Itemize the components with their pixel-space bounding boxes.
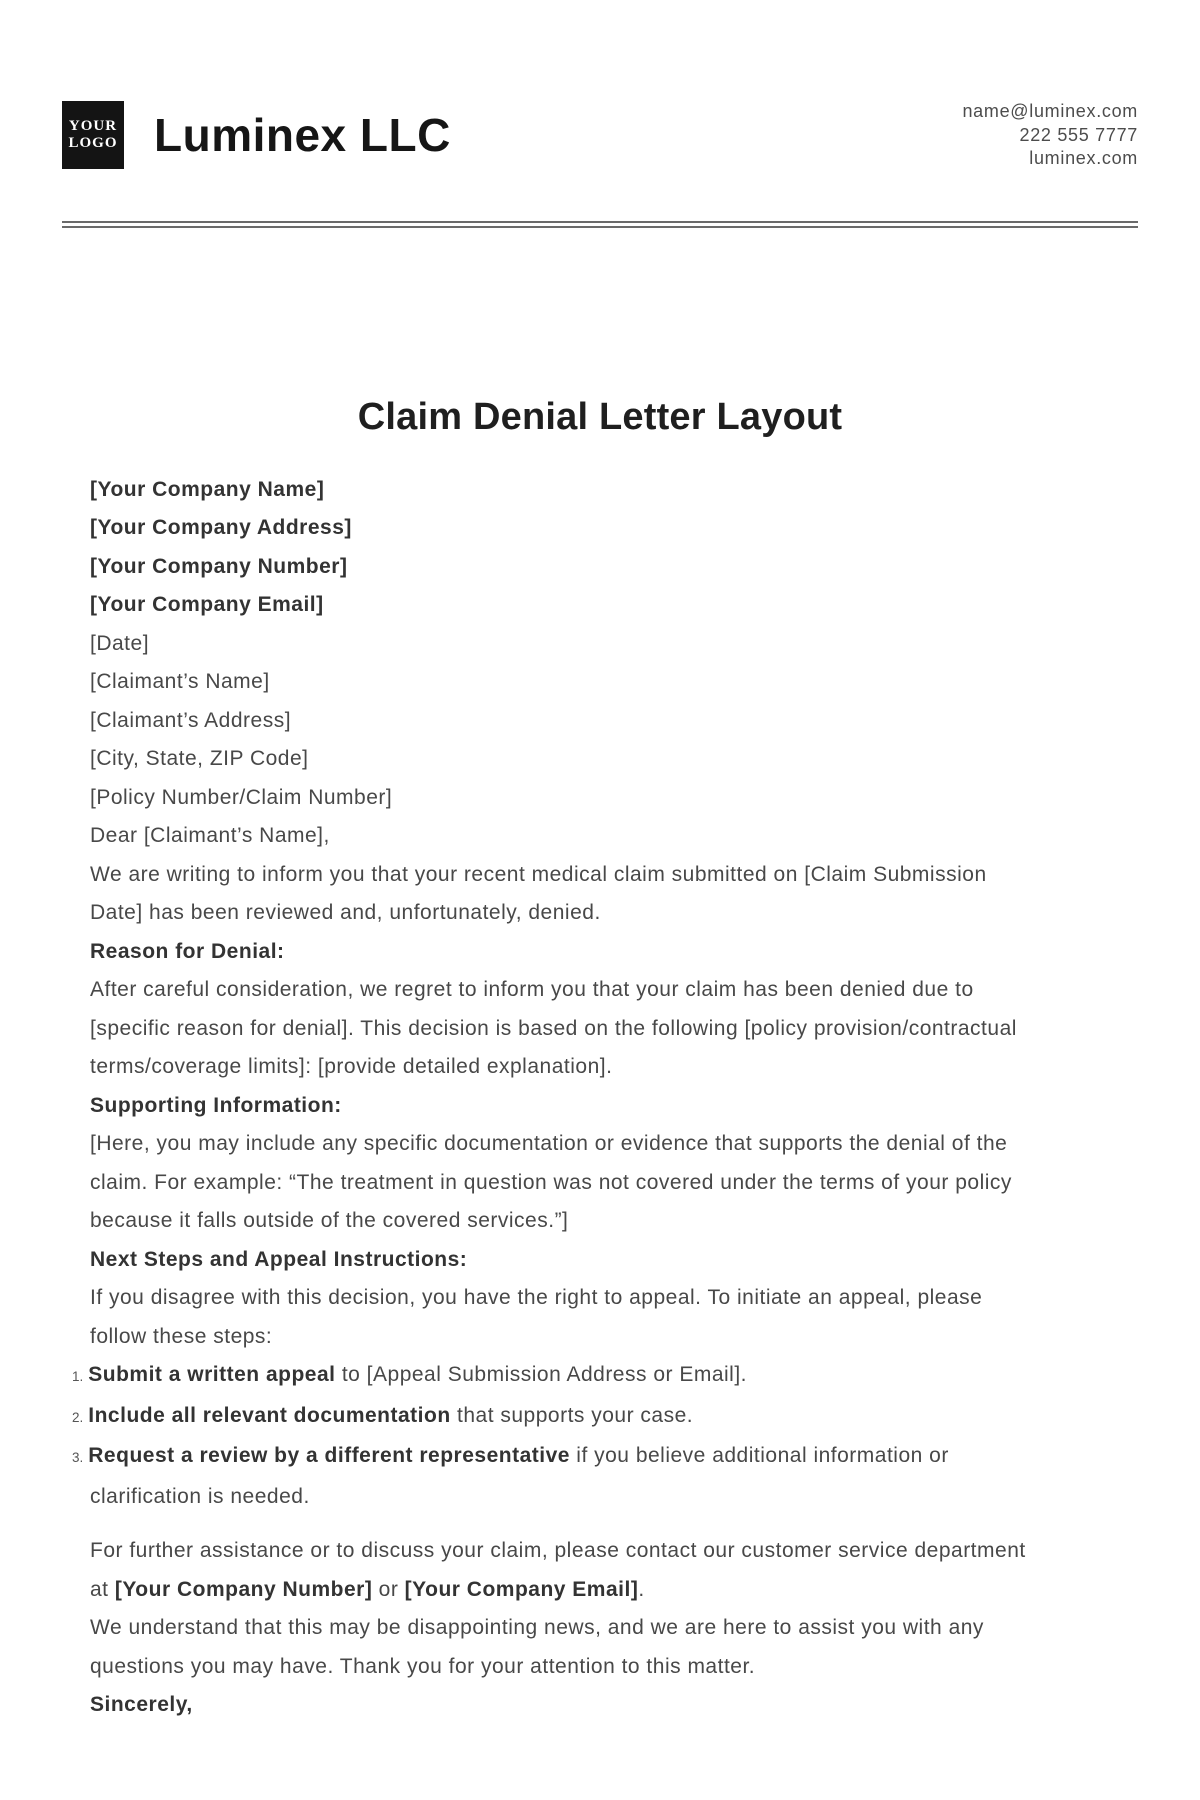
city-state-zip-line: [City, State, ZIP Code]: [90, 747, 309, 770]
step-number: 2.: [72, 1409, 84, 1425]
document-title: Claim Denial Letter Layout: [357, 395, 843, 438]
letter-page: [0, 100, 1200, 1800]
appeal-step-2: [72, 1397, 1035, 1438]
intro-paragraph: We are writing to inform you that your recent medical claim submitted on [Claim Submission Date] has been reviewed and, unfortunately, denied.: [90, 862, 987, 924]
company-number-line: [Your Company Number]: [90, 554, 348, 578]
company-address-line: [Your Company Address]: [90, 516, 352, 539]
logo-text-line1: YOUR: [68, 118, 118, 135]
policy-number-line: [Policy Number/Claim Number]: [90, 785, 393, 809]
contact-email: name@luminex.com: [962, 101, 1138, 121]
assistance-email-placeholder: [Your Company Email]: [404, 1577, 639, 1601]
date-line: [Date]: [90, 631, 150, 655]
step-bold-text: Include all relevant documentation: [88, 1403, 451, 1427]
supporting-paragraph: [Here, you may include any specific documentation or evidence that supports the denial of the claim. For example: “The treatment in question was not covered under the terms of your policy because it falls outside of the covered services.”]: [90, 1132, 1012, 1232]
assistance-period: .: [638, 1577, 645, 1601]
claimant-name-line: [Claimant’s Name]: [90, 670, 270, 693]
claimant-address-line: [Claimant’s Address]: [90, 708, 292, 732]
step-number: 1.: [72, 1369, 84, 1384]
assistance-phone-placeholder: [Your Company Number]: [114, 1577, 373, 1601]
appeal-step-1: [72, 1356, 1035, 1397]
contact-phone: 222 555 7777: [1019, 124, 1138, 145]
header-divider: [62, 221, 1138, 228]
contact-block: [962, 100, 1138, 171]
company-email-line: [Your Company Email]: [90, 593, 324, 616]
step-rest-text: that supports your case.: [450, 1403, 694, 1427]
signoff: Sincerely,: [90, 1693, 193, 1716]
appeal-step-3: [72, 1437, 1035, 1516]
assistance-or: or: [372, 1577, 405, 1601]
reason-paragraph: After careful consideration, we regret to inform you that your claim has been denied due to [specific reason for denial]. This decision is based on the following [policy provision/contractual terms/coverage limits]: [provide detailed explanation].: [90, 978, 1017, 1078]
assistance-paragraph: [90, 1532, 1035, 1609]
reason-heading: Reason for Denial:: [90, 939, 285, 963]
next-steps-paragraph: If you disagree with this decision, you have the right to appeal. To initiate an appeal, please follow these steps:: [90, 1286, 983, 1348]
salutation: Dear [Claimant’s Name],: [90, 824, 330, 847]
supporting-heading: Supporting Information:: [90, 1093, 342, 1117]
company-name-line: [Your Company Name]: [90, 477, 325, 501]
step-rest-text: if you believe additional information or clarification is needed.: [90, 1444, 949, 1508]
step-bold-text: Submit a written appeal: [88, 1363, 336, 1386]
step-bold-text: Request a review by a different representative: [88, 1444, 570, 1467]
step-number: 3.: [72, 1450, 84, 1465]
logo-text-line2: LOGO: [68, 135, 118, 152]
company-logo: [62, 101, 124, 169]
closing-paragraph: We understand that this may be disappointing news, and we are here to assist you with any questions you may have. Thank you for your attention to this matter.: [90, 1616, 984, 1678]
company-name: Luminex LLC: [154, 109, 451, 162]
letter-body: [72, 471, 1035, 1725]
assistance-text: For further assistance or to discuss your claim, please contact our customer service department at: [90, 1539, 1026, 1601]
next-steps-heading: Next Steps and Appeal Instructions:: [90, 1247, 468, 1271]
page-header: [62, 100, 1138, 171]
contact-website: luminex.com: [1029, 148, 1138, 168]
step-rest-text: to [Appeal Submission Address or Email].: [335, 1363, 748, 1386]
